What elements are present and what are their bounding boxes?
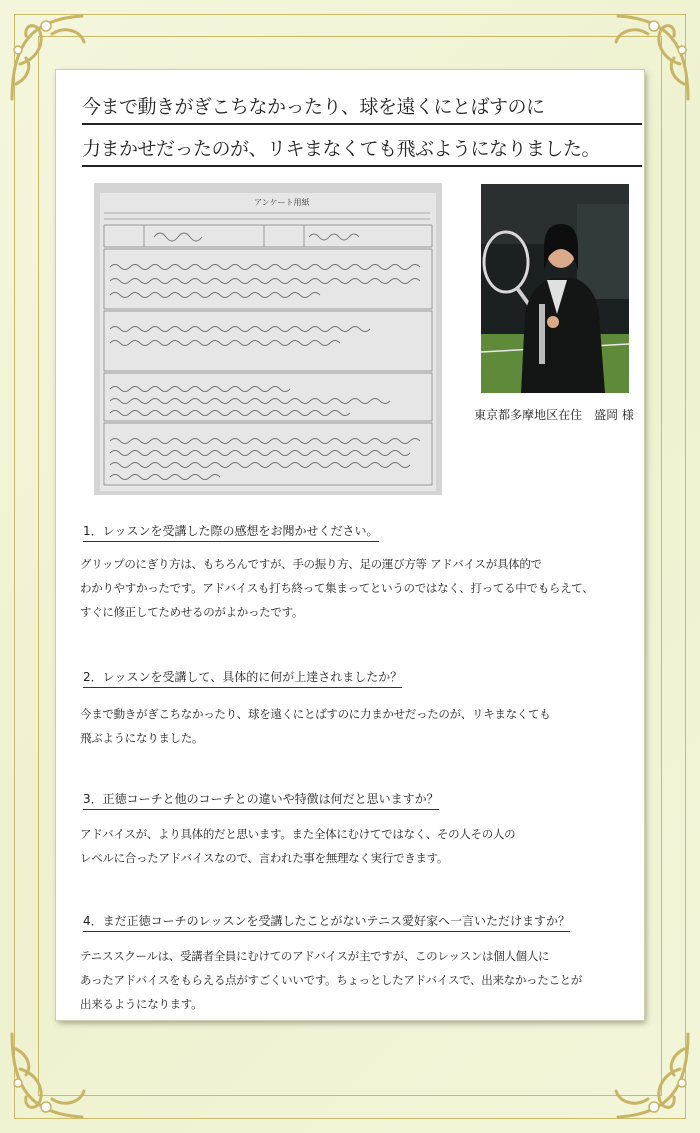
customer-photo-image xyxy=(481,184,629,393)
headline-line-1: 今まで動きがぎこちなかったり、球を遠くにとばすのに xyxy=(82,92,642,125)
answer-4 xyxy=(80,944,620,1016)
answer-2-line-1: 今まで動きがぎこちなかったり、球を遠くにとばすのに力まかせだったのが、リキまなくても xyxy=(80,707,551,721)
question-3: 3．正徳コーチと他のコーチとの違いや特徴は何だと思いますか？ xyxy=(83,790,439,810)
question-4: 4．まだ正徳コーチのレッスンを受講したことがないテニス愛好家へ一言いただけますか？ xyxy=(83,912,570,932)
answer-1-line-1: グリップのにぎり方は、もちろんですが、手の振り方、足の運び方等 アドバイスが具体的で xyxy=(80,557,542,571)
answer-1-line-3: すぐに修正してためせるのがよかったです。 xyxy=(80,605,304,619)
answer-4-line-2: あったアドバイスをもらえる点がすごくいいです。ちょっとしたアドバイスで、出来なかったことが xyxy=(80,973,583,987)
answer-1-line-2: わかりやすかったです。アドバイスも打ち終って集まってというのではなく、打ってる中でもらえて、 xyxy=(80,581,594,595)
answer-4-line-1: テニススクールは、受講者全員にむけてのアドバイスが主ですが、このレッスンは個人個人に xyxy=(80,949,550,963)
ornament-bottom-right xyxy=(578,1019,698,1129)
survey-sheet-image xyxy=(94,183,442,495)
customer-photo xyxy=(481,184,629,393)
question-1: 1．レッスンを受講した際の感想をお聞かせください。 xyxy=(83,522,379,542)
survey-sheet-title: アンケート用紙 xyxy=(254,198,310,207)
survey-sheet-photo xyxy=(94,183,442,495)
answer-3-line-1: アドバイスが、より具体的だと思います。また全体にむけてではなく、その人その人の xyxy=(80,827,516,841)
answer-3-line-2: レベルに合ったアドバイスなので、言われた事を無理なく実行できます。 xyxy=(80,851,449,865)
answer-3 xyxy=(80,822,620,870)
headline-line-2: 力まかせだったのが、リキまなくても飛ぶようになりました。 xyxy=(82,134,642,167)
answer-1 xyxy=(80,552,620,624)
photo-caption: 東京都多摩地区在住 盛岡 様 xyxy=(474,408,634,422)
content-panel xyxy=(56,70,644,1020)
answer-2 xyxy=(80,702,620,750)
answer-2-line-2: 飛ぶようになりました。 xyxy=(80,731,204,745)
ornament-bottom-left xyxy=(2,1019,122,1129)
answer-4-line-3: 出来るようになります。 xyxy=(80,997,203,1011)
question-2: 2．レッスンを受講して、具体的に何が上達されましたか？ xyxy=(83,668,402,688)
